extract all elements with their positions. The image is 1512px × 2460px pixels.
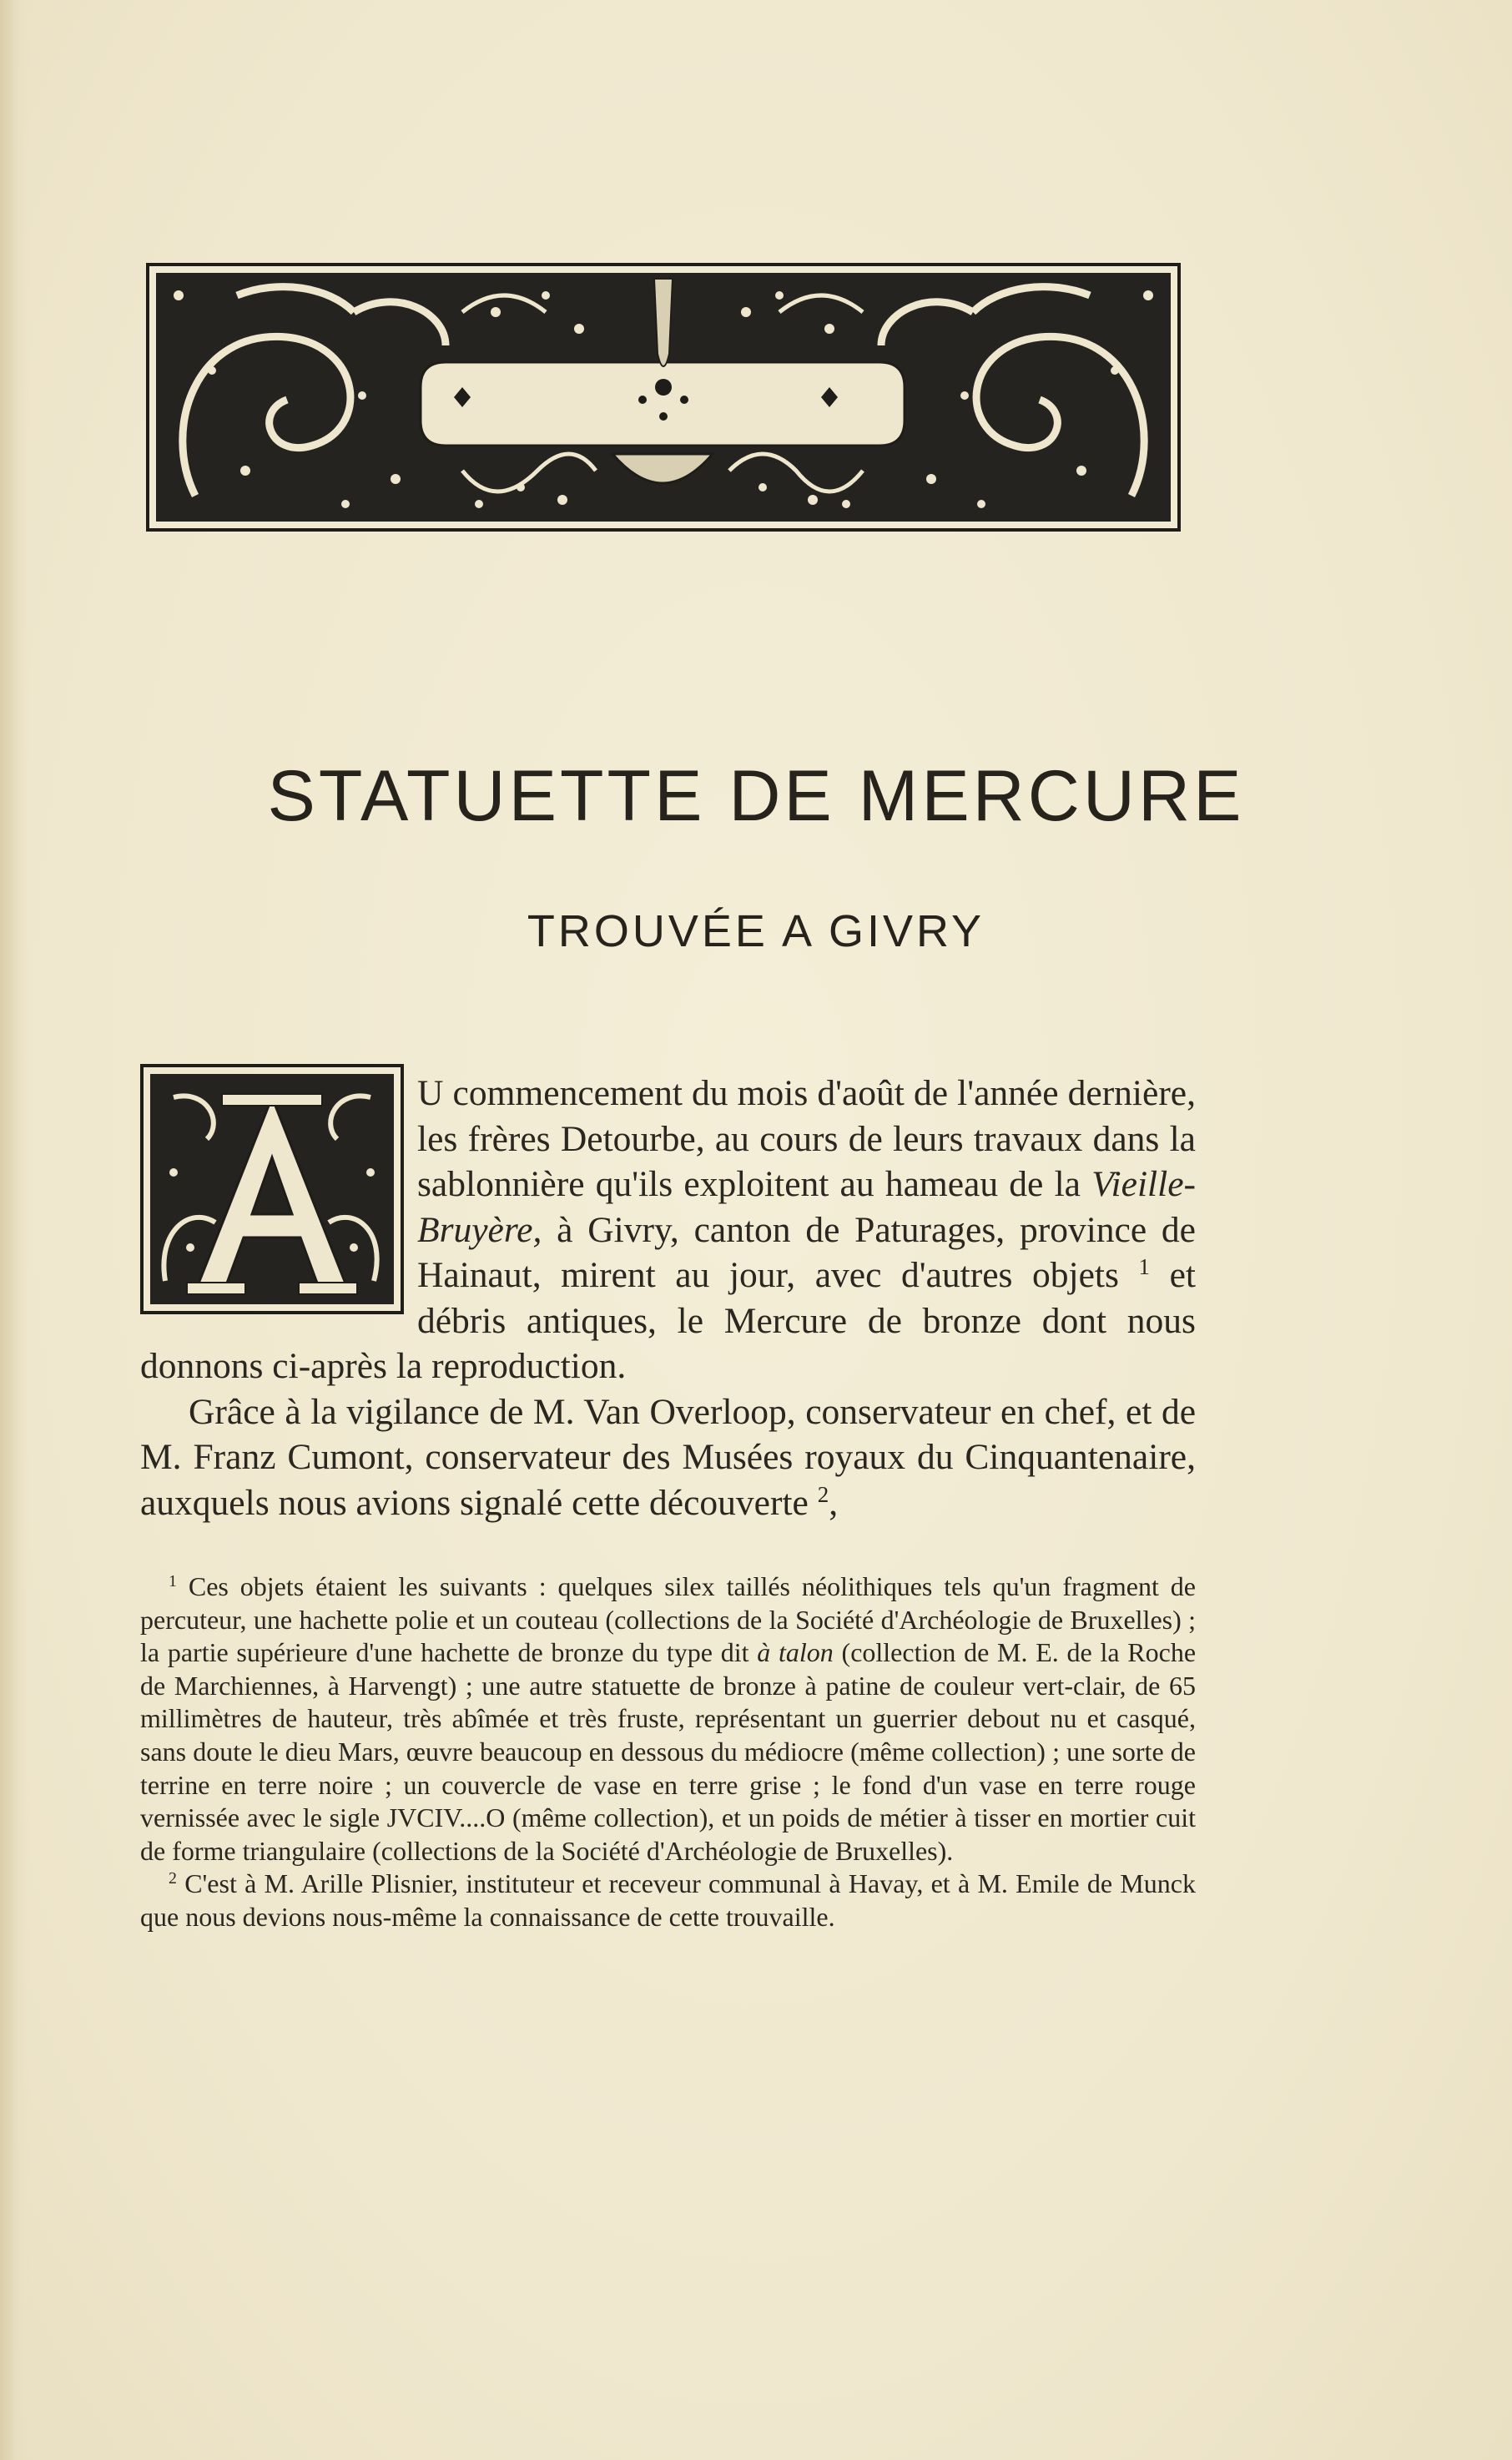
footnote-1 [140, 1570, 1196, 1868]
footnote-1-text-b: (collection de M. E. de la Roche de Marchiennes, à Harvengt) ; une autre statuette de bronze à patine de couleur vert-clair, de 65 millimètres de hauteur, très abîmée et très fruste, représentant un guerrier debout nu et casqué, sans doute le dieu Mars, œuvre beaucoup en dessous du médiocre (même collection) ; une sorte de terrine en terre noire ; un couvercle de vase en terre grise ; le fond d'un vase en terre rouge vernissée avec le sigle JVCIV....O (même collection), et un poids de métier à tisser en mortier cuit de forme triangulaire (collections de la Société d'Archéologie de Bruxelles). [140, 1637, 1197, 1866]
paragraph-1-text-b: à Givry, canton de Paturages, province de Hainaut, mirent au jour, avec d'autres objets [417, 1209, 1196, 1295]
page-title: STATUETTE DE MERCURE [267, 756, 1245, 836]
headpiece-ornament [145, 262, 1182, 532]
paragraph-2-text-b: , [829, 1482, 839, 1523]
footnote-ref-1: 1 [1138, 1254, 1151, 1280]
page-subtitle: TROUVÉE A GIVRY [527, 906, 985, 956]
footnote-2 [140, 1868, 1196, 1933]
footnote-2-marker: 2 [169, 1869, 177, 1888]
footnote-ref-2: 2 [817, 1481, 829, 1507]
place-name-italic: Vieille-Bruyère, [417, 1164, 1196, 1250]
paragraph-2-text-a: Grâce à la vigilance de M. Van Overloop, conservateur en chef, et de M. Franz Cumont, conservateur des Musées royaux du Cinquantenaire, auxquels nous avions signalé cette découverte [140, 1391, 1196, 1523]
paragraph-2 [140, 1389, 1196, 1526]
footnote-2-text: C'est à M. Arille Plisnier, instituteur et receveur communal à Havay, et à M. Emile de Munck que nous devions nous-même la connaissance de cette trouvaille. [140, 1868, 1196, 1932]
paragraph-1-text-c: et débris antiques, le Mercure de bronze dont nous donnons ci-après la reproduction. [140, 1255, 1196, 1386]
article-body [140, 1071, 1196, 1525]
footnote-1-text-a: Ces objets étaient les suivants : quelques silex taillés néolithiques tels qu'un fragment de percuteur, une hachette polie et un couteau (collections de la Société d'Archéologie de Bruxelles) ; la partie supérieure d'une hachette de bronze du type dit [140, 1571, 1196, 1668]
binding-edge [0, 0, 28, 2460]
footnote-1-italic: à talon [757, 1637, 834, 1668]
paragraph-1-text-a: U commencement du mois d'août de l'année dernière, les frères Detourbe, au cours de leurs travaux dans la sablonnière qu'ils exploitent au hameau de la [417, 1073, 1196, 1204]
dropcap-letter-a [140, 1064, 404, 1314]
footnote-1-marker: 1 [169, 1572, 177, 1591]
footnotes [140, 1570, 1196, 1934]
